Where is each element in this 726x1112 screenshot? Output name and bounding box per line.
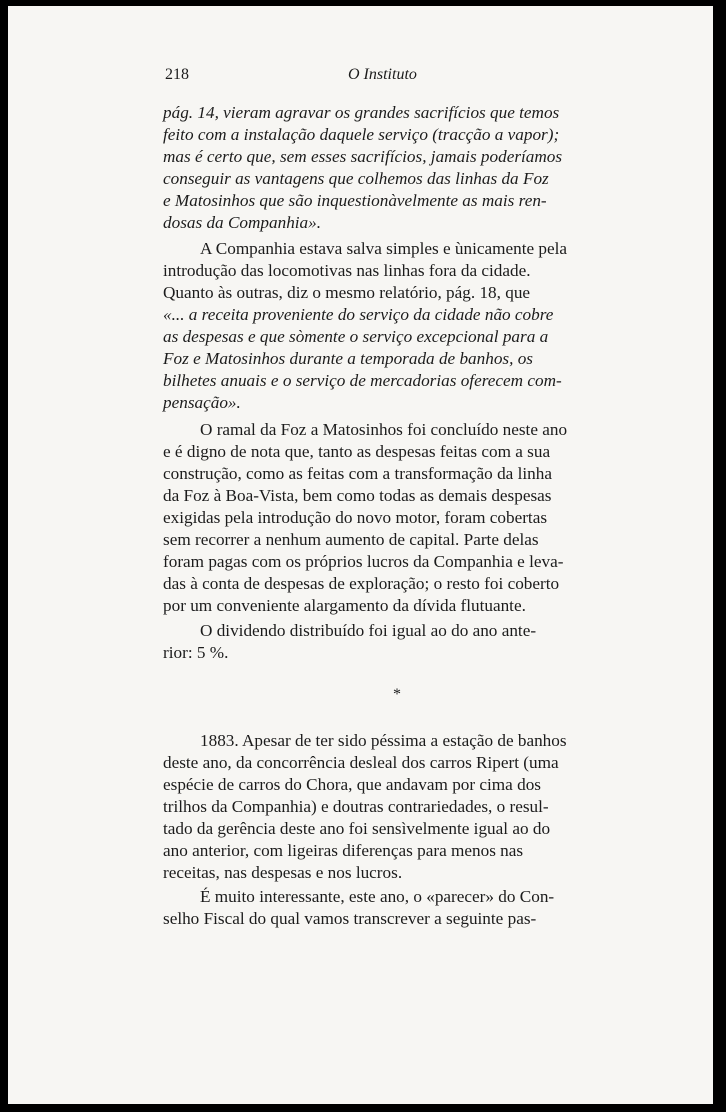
text-line: «... a receita proveniente do serviço da cidade não cobre (163, 305, 554, 324)
text-line: da Foz à Boa-Vista, bem como todas as demais despesas (163, 486, 552, 505)
text-line: bilhetes anuais e o serviço de mercadorias oferecem com- (163, 371, 562, 390)
text-line: O dividendo distribuído foi igual ao do ano ante- (200, 621, 537, 640)
text-line: O ramal da Foz a Matosinhos foi concluído neste ano (200, 420, 568, 439)
text-line: foram pagas com os próprios lucros da Companhia e leva- (163, 552, 564, 571)
text-line: conseguir as vantagens que colhemos das linhas da Foz (163, 169, 549, 188)
text-line: e é digno de nota que, tanto as despesas feitas com a sua (163, 442, 551, 461)
text-line: 1883. Apesar de ter sido péssima a estação de banhos (200, 731, 567, 750)
book-page (8, 6, 713, 1104)
text-line: Foz e Matosinhos durante a temporada de banhos, os (163, 349, 533, 368)
text-line: selho Fiscal do qual vamos transcrever a seguinte pas- (163, 909, 537, 928)
text-line: pág. 14, vieram agravar os grandes sacrifícios que temos (163, 103, 560, 122)
text-line: por um conveniente alargamento da dívida flutuante. (163, 596, 526, 615)
text-line: trilhos da Companhia) e doutras contrariedades, o resul- (163, 797, 549, 816)
text-line: Quanto às outras, diz o mesmo relatório, pág. 18, que (163, 283, 531, 302)
page-number: 218 (165, 66, 189, 83)
text-line: receitas, nas despesas e nos lucros. (163, 863, 403, 882)
page-header (165, 66, 637, 94)
text-line: É muito interessante, este ano, o «parecer» do Con- (200, 887, 555, 906)
text-line: construção, como as feitas com a transformação da linha (163, 464, 552, 483)
text-line: e Matosinhos que são inquestionàvelmente as mais ren- (163, 191, 547, 210)
text-line: espécie de carros do Chora, que andavam por cima dos (163, 775, 541, 794)
text-line: ano anterior, com ligeiras diferenças para menos nas (163, 841, 524, 860)
text-line: mas é certo que, sem esses sacrifícios, jamais poderíamos (163, 147, 563, 166)
text-line: rior: 5 %. (163, 643, 229, 662)
text-line: deste ano, da concorrência desleal dos carros Ripert (uma (163, 753, 559, 772)
text-line: tado da gerência deste ano foi sensìvelmente igual ao do (163, 819, 551, 838)
text-line: introdução das locomotivas nas linhas fora da cidade. (163, 261, 531, 280)
text-line: feito com a instalação daquele serviço (tracção a vapor); (163, 125, 560, 144)
text-line: exigidas pela introdução do novo motor, foram cobertas (163, 508, 548, 527)
text-line: as despesas e que sòmente o serviço excepcional para a (163, 327, 549, 346)
text-line: pensação». (163, 393, 241, 412)
text-line: A Companhia estava salva simples e ùnicamente pela (200, 239, 568, 258)
running-title: O Instituto (348, 66, 417, 83)
text-line: das à conta de despesas de exploração; o resto foi coberto (163, 574, 560, 593)
text-line: sem recorrer a nenhum aumento de capital. Parte delas (163, 530, 539, 549)
text-line: dosas da Companhia». (163, 213, 322, 232)
section-separator: * (393, 686, 401, 703)
